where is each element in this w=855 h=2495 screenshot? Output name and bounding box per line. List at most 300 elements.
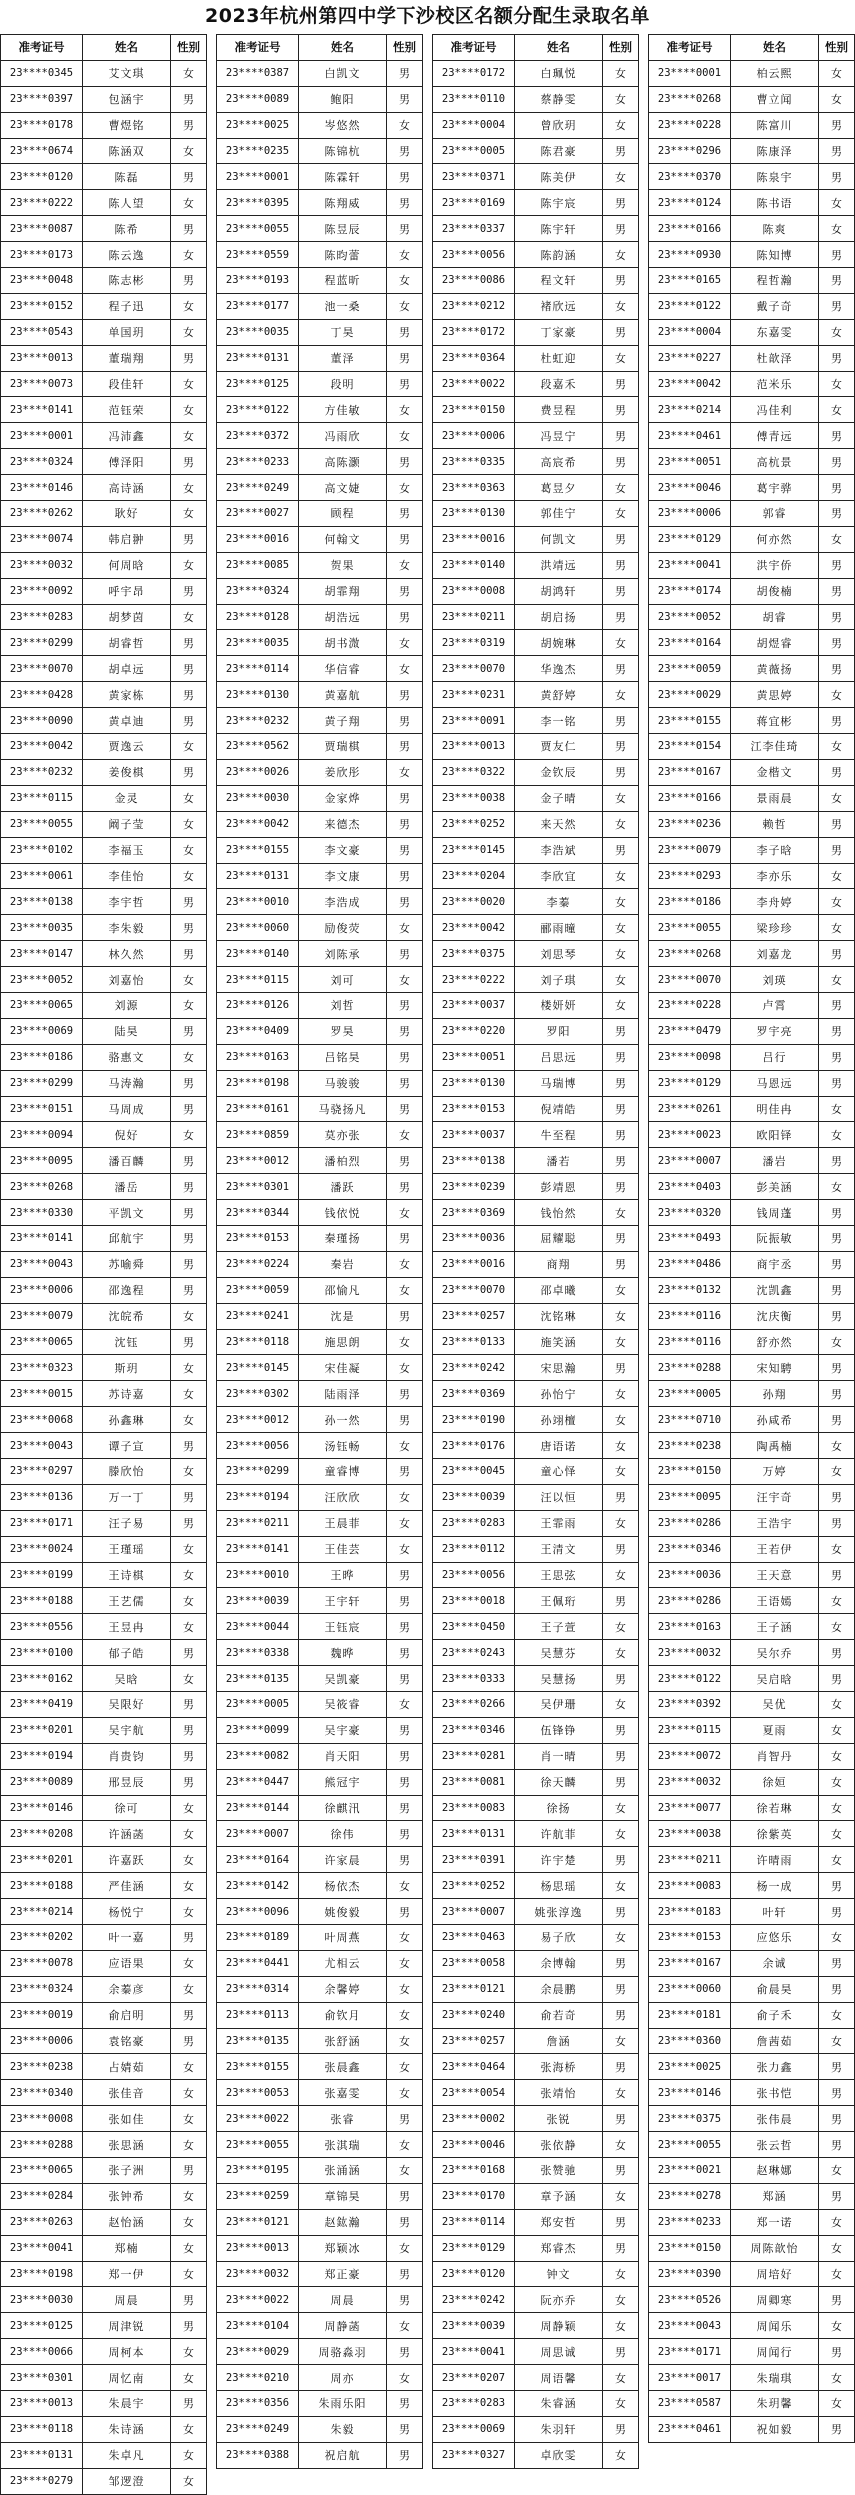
- gender-cell: 男: [603, 138, 639, 164]
- exam-id-cell: 23****0188: [1, 1873, 83, 1899]
- page-title: 2023年杭州第四中学下沙校区名额分配生录取名单: [205, 5, 650, 27]
- student-name-cell: 卢霄: [731, 992, 819, 1018]
- roster-table-3: [432, 34, 639, 2469]
- exam-id-cell: 23****0146: [1, 1795, 83, 1821]
- student-name-cell: 潘岳: [83, 1174, 171, 1200]
- exam-id-cell: 23****0130: [433, 501, 515, 527]
- gender-cell: 男: [819, 1562, 855, 1588]
- exam-id-cell: 23****0091: [433, 708, 515, 734]
- exam-id-cell: 23****0065: [1, 1329, 83, 1355]
- gender-cell: 男: [387, 682, 423, 708]
- gender-cell: 男: [387, 2209, 423, 2235]
- table-row: [433, 2365, 639, 2391]
- student-name-cell: 鲍阳: [299, 86, 387, 112]
- student-name-cell: 胡睿: [731, 604, 819, 630]
- student-name-cell: 滕欣怡: [83, 1458, 171, 1484]
- gender-cell: 男: [819, 1148, 855, 1174]
- table-row: [433, 1303, 639, 1329]
- gender-cell: 男: [819, 2106, 855, 2132]
- gender-cell: 男: [171, 2287, 207, 2313]
- student-name-cell: 舒亦然: [731, 1329, 819, 1355]
- table-row: [217, 1666, 423, 1692]
- table-row: [1, 1536, 207, 1562]
- table-row: [649, 992, 855, 1018]
- gender-cell: 女: [387, 1873, 423, 1899]
- gender-cell: 男: [387, 526, 423, 552]
- student-name-cell: 徐可: [83, 1795, 171, 1821]
- exam-id-cell: 23****0186: [649, 889, 731, 915]
- exam-id-cell: 23****0006: [649, 501, 731, 527]
- student-name-cell: 周晨: [83, 2287, 171, 2313]
- exam-id-cell: 23****0190: [433, 1407, 515, 1433]
- gender-cell: 女: [819, 1536, 855, 1562]
- gender-cell: 女: [603, 2391, 639, 2417]
- table-row: [217, 1277, 423, 1303]
- student-name-cell: 赖哲: [731, 811, 819, 837]
- exam-id-cell: 23****0302: [217, 1381, 299, 1407]
- exam-id-cell: 23****0212: [433, 293, 515, 319]
- student-name-cell: 王佳芸: [299, 1536, 387, 1562]
- exam-id-cell: 23****0005: [649, 1381, 731, 1407]
- gender-cell: 女: [603, 1640, 639, 1666]
- table-row: [649, 2313, 855, 2339]
- exam-id-cell: 23****0283: [1, 604, 83, 630]
- table-row: [649, 604, 855, 630]
- student-name-cell: 陈昀蕾: [299, 242, 387, 268]
- student-name-cell: 潘百麟: [83, 1148, 171, 1174]
- table-row: [649, 242, 855, 268]
- student-name-cell: 吴尔乔: [731, 1640, 819, 1666]
- student-name-cell: 洪宇侨: [731, 552, 819, 578]
- gender-cell: 女: [819, 2158, 855, 2184]
- table-row: [1, 1769, 207, 1795]
- exam-id-cell: 23****0174: [649, 578, 731, 604]
- exam-id-cell: 23****0153: [649, 1925, 731, 1951]
- student-name-cell: 张靖怡: [515, 2080, 603, 2106]
- student-name-cell: 秦岩: [299, 1251, 387, 1277]
- table-row: [649, 423, 855, 449]
- exam-id-cell: 23****0220: [433, 1018, 515, 1044]
- gender-cell: 男: [819, 2183, 855, 2209]
- gender-cell: 男: [603, 1355, 639, 1381]
- student-name-cell: 陆昊: [83, 1018, 171, 1044]
- student-name-cell: 程文轩: [515, 268, 603, 294]
- exam-id-cell: 23****0055: [217, 2132, 299, 2158]
- exam-id-cell: 23****0391: [433, 1847, 515, 1873]
- table-row: [1, 449, 207, 475]
- gender-cell: 男: [603, 2054, 639, 2080]
- student-name-cell: 应语果: [83, 1950, 171, 1976]
- student-name-cell: 方佳敏: [299, 397, 387, 423]
- student-name-cell: 张钟希: [83, 2183, 171, 2209]
- table-row: [217, 1588, 423, 1614]
- table-row: [1, 2365, 207, 2391]
- table-row: [1, 1743, 207, 1769]
- exam-id-cell: 23****0375: [433, 941, 515, 967]
- gender-cell: 女: [819, 1925, 855, 1951]
- table-row: [433, 1484, 639, 1510]
- student-name-cell: 陈磊: [83, 164, 171, 190]
- student-name-cell: 范米乐: [731, 371, 819, 397]
- student-name-cell: 汤钰畅: [299, 1433, 387, 1459]
- table-row: [1, 2442, 207, 2468]
- exam-id-cell: 23****0238: [649, 1433, 731, 1459]
- student-name-cell: 潘若: [515, 1148, 603, 1174]
- table-row: [217, 2339, 423, 2365]
- student-name-cell: 周闻乐: [731, 2313, 819, 2339]
- exam-id-cell: 23****0146: [649, 2080, 731, 2106]
- student-name-cell: 李蓁: [515, 889, 603, 915]
- gender-cell: 女: [387, 2158, 423, 2184]
- gender-cell: 男: [603, 1096, 639, 1122]
- student-name-cell: 俞若奇: [515, 2002, 603, 2028]
- exam-id-cell: 23****0147: [1, 941, 83, 967]
- student-name-cell: 陈韵涵: [515, 242, 603, 268]
- student-name-cell: 葛昱夕: [515, 475, 603, 501]
- table-row: [649, 319, 855, 345]
- table-row: [433, 501, 639, 527]
- exam-id-cell: 23****0115: [1, 785, 83, 811]
- exam-id-cell: 23****0036: [433, 1225, 515, 1251]
- student-name-cell: 杜虹迎: [515, 345, 603, 371]
- gender-cell: 女: [171, 1847, 207, 1873]
- table-row: [433, 2339, 639, 2365]
- student-name-cell: 吴筱睿: [299, 1692, 387, 1718]
- exam-id-cell: 23****0198: [217, 1070, 299, 1096]
- table-row: [433, 2054, 639, 2080]
- gender-cell: 男: [603, 1743, 639, 1769]
- gender-cell: 男: [819, 1200, 855, 1226]
- student-name-cell: 汪宇奇: [731, 1484, 819, 1510]
- exam-id-cell: 23****0060: [217, 915, 299, 941]
- student-name-cell: 李文康: [299, 863, 387, 889]
- gender-cell: 女: [819, 2028, 855, 2054]
- student-name-cell: 阮亦乔: [515, 2287, 603, 2313]
- exam-id-cell: 23****0018: [433, 1588, 515, 1614]
- exam-id-cell: 23****0056: [217, 1433, 299, 1459]
- gender-cell: 女: [171, 60, 207, 86]
- table-row: [217, 2365, 423, 2391]
- table-row: [217, 138, 423, 164]
- exam-id-cell: 23****0087: [1, 216, 83, 242]
- table-row: [433, 837, 639, 863]
- gender-cell: 女: [603, 889, 639, 915]
- gender-cell: 男: [819, 1303, 855, 1329]
- gender-cell: 女: [819, 397, 855, 423]
- table-row: [649, 2365, 855, 2391]
- gender-cell: 女: [819, 2209, 855, 2235]
- exam-id-cell: 23****0125: [1, 2313, 83, 2339]
- exam-id-cell: 23****0320: [649, 1200, 731, 1226]
- table-row: [433, 1355, 639, 1381]
- student-name-cell: 汪欣欣: [299, 1484, 387, 1510]
- exam-id-cell: 23****0086: [433, 268, 515, 294]
- gender-cell: 女: [387, 1433, 423, 1459]
- table-row: [217, 2209, 423, 2235]
- gender-cell: 女: [819, 2313, 855, 2339]
- student-name-cell: 叶一嘉: [83, 1925, 171, 1951]
- gender-cell: 女: [387, 1277, 423, 1303]
- gender-cell: 男: [819, 630, 855, 656]
- student-name-cell: 姚张淳逸: [515, 1899, 603, 1925]
- student-name-cell: 冯昱宁: [515, 423, 603, 449]
- student-name-cell: 王若伊: [731, 1536, 819, 1562]
- exam-id-cell: 23****0297: [1, 1458, 83, 1484]
- student-name-cell: 程蓝昕: [299, 268, 387, 294]
- student-name-cell: 叶周燕: [299, 1925, 387, 1951]
- student-name-cell: 朱诗涵: [83, 2416, 171, 2442]
- table-row: [1, 2183, 207, 2209]
- exam-id-cell: 23****0145: [217, 1355, 299, 1381]
- gender-cell: 男: [819, 759, 855, 785]
- table-row: [217, 1484, 423, 1510]
- exam-id-cell: 23****0005: [217, 1692, 299, 1718]
- table-row: [217, 242, 423, 268]
- gender-cell: 女: [819, 1174, 855, 1200]
- exam-id-cell: 23****0095: [649, 1484, 731, 1510]
- student-name-cell: 孙翊檀: [515, 1407, 603, 1433]
- student-name-cell: 张锐: [515, 2106, 603, 2132]
- exam-id-cell: 23****0286: [649, 1510, 731, 1536]
- gender-cell: 女: [171, 1976, 207, 2002]
- student-name-cell: 俞子禾: [731, 2002, 819, 2028]
- exam-id-cell: 23****0002: [433, 2106, 515, 2132]
- gender-cell: 女: [603, 1458, 639, 1484]
- table-row: [649, 190, 855, 216]
- student-name-cell: 陈宇宸: [515, 190, 603, 216]
- gender-cell: 男: [819, 656, 855, 682]
- table-row: [649, 1899, 855, 1925]
- table-row: [1, 785, 207, 811]
- table-row: [649, 682, 855, 708]
- student-name-cell: 刘思琴: [515, 941, 603, 967]
- exam-id-cell: 23****0066: [1, 2339, 83, 2365]
- student-name-cell: 阚子莹: [83, 811, 171, 837]
- table-row: [217, 1303, 423, 1329]
- gender-cell: 女: [171, 1666, 207, 1692]
- gender-cell: 男: [171, 708, 207, 734]
- gender-cell: 女: [171, 1303, 207, 1329]
- student-name-cell: 潘跃: [299, 1174, 387, 1200]
- table-row: [649, 1303, 855, 1329]
- exam-id-cell: 23****0204: [433, 863, 515, 889]
- table-row: [649, 734, 855, 760]
- table-row: [433, 1070, 639, 1096]
- student-name-cell: 陈云逸: [83, 242, 171, 268]
- gender-cell: 女: [171, 138, 207, 164]
- student-name-cell: 陶禹楠: [731, 1433, 819, 1459]
- gender-cell: 男: [819, 268, 855, 294]
- exam-id-cell: 23****0022: [217, 2106, 299, 2132]
- table-row: [217, 1148, 423, 1174]
- exam-id-cell: 23****0042: [649, 371, 731, 397]
- roster-table-2: [216, 34, 423, 2469]
- gender-cell: 女: [603, 1925, 639, 1951]
- student-name-cell: 张嘉雯: [299, 2080, 387, 2106]
- table-row: [217, 1122, 423, 1148]
- gender-cell: 男: [819, 475, 855, 501]
- table-row: [1, 1976, 207, 2002]
- student-name-cell: 赵怡涵: [83, 2209, 171, 2235]
- student-name-cell: 朱卓凡: [83, 2442, 171, 2468]
- exam-id-cell: 23****0073: [1, 371, 83, 397]
- exam-id-cell: 23****0089: [1, 1769, 83, 1795]
- gender-cell: 女: [603, 863, 639, 889]
- student-name-cell: 余晨鹏: [515, 1976, 603, 2002]
- table-row: [433, 1433, 639, 1459]
- student-name-cell: 张力鑫: [731, 2054, 819, 2080]
- table-header-row: [433, 35, 639, 61]
- exam-id-cell: 23****0243: [433, 1640, 515, 1666]
- student-name-cell: 肖贵钧: [83, 1743, 171, 1769]
- exam-id-cell: 23****0319: [433, 630, 515, 656]
- exam-id-cell: 23****0356: [217, 2391, 299, 2417]
- gender-cell: 女: [171, 397, 207, 423]
- gender-cell: 女: [603, 2313, 639, 2339]
- student-name-cell: 孙一然: [299, 1407, 387, 1433]
- student-name-cell: 钱依悦: [299, 1200, 387, 1226]
- student-name-cell: 杨悦宁: [83, 1899, 171, 1925]
- exam-id-cell: 23****0004: [649, 319, 731, 345]
- gender-cell: 男: [171, 1070, 207, 1096]
- table-row: [1, 1018, 207, 1044]
- exam-id-cell: 23****0338: [217, 1640, 299, 1666]
- gender-cell: 男: [819, 2416, 855, 2442]
- header-name: 姓名: [731, 35, 819, 61]
- student-name-cell: 董瑞翔: [83, 345, 171, 371]
- gender-cell: 女: [603, 293, 639, 319]
- gender-cell: 男: [171, 1148, 207, 1174]
- gender-cell: 女: [387, 2235, 423, 2261]
- gender-cell: 男: [387, 992, 423, 1018]
- exam-id-cell: 23****0041: [1, 2235, 83, 2261]
- student-name-cell: 周思诚: [515, 2339, 603, 2365]
- table-row: [217, 1433, 423, 1459]
- student-name-cell: 钱怡然: [515, 1200, 603, 1226]
- exam-id-cell: 23****0257: [433, 2028, 515, 2054]
- exam-id-cell: 23****0202: [1, 1925, 83, 1951]
- header-name: 姓名: [515, 35, 603, 61]
- table-row: [217, 60, 423, 86]
- gender-cell: 男: [171, 1096, 207, 1122]
- table-row: [649, 475, 855, 501]
- exam-id-cell: 23****0859: [217, 1122, 299, 1148]
- gender-cell: 女: [603, 1381, 639, 1407]
- exam-id-cell: 23****0041: [649, 552, 731, 578]
- table-row: [433, 1666, 639, 1692]
- student-name-cell: 胡浩远: [299, 604, 387, 630]
- student-name-cell: 张伟晨: [731, 2106, 819, 2132]
- header-exam-id: 准考证号: [433, 35, 515, 61]
- student-name-cell: 朱瑞琪: [731, 2365, 819, 2391]
- gender-cell: 男: [819, 449, 855, 475]
- student-name-cell: 童心怿: [515, 1458, 603, 1484]
- gender-cell: 女: [603, 1614, 639, 1640]
- gender-cell: 女: [603, 164, 639, 190]
- table-row: [433, 475, 639, 501]
- table-row: [1, 578, 207, 604]
- exam-id-cell: 23****0082: [217, 1743, 299, 1769]
- table-row: [433, 1510, 639, 1536]
- gender-cell: 男: [603, 449, 639, 475]
- student-name-cell: 钟文: [515, 2261, 603, 2287]
- student-name-cell: 傅泽阳: [83, 449, 171, 475]
- table-row: [217, 2002, 423, 2028]
- exam-id-cell: 23****0043: [1, 1433, 83, 1459]
- exam-id-cell: 23****0169: [433, 190, 515, 216]
- student-name-cell: 朱羽轩: [515, 2416, 603, 2442]
- table-row: [433, 992, 639, 1018]
- exam-id-cell: 23****0228: [649, 992, 731, 1018]
- table-row: [217, 112, 423, 138]
- student-name-cell: 马骁扬凡: [299, 1096, 387, 1122]
- gender-cell: 女: [603, 1692, 639, 1718]
- table-row: [433, 1562, 639, 1588]
- gender-cell: 男: [171, 216, 207, 242]
- gender-cell: 男: [171, 1433, 207, 1459]
- table-row: [217, 2391, 423, 2417]
- gender-cell: 男: [387, 1044, 423, 1070]
- gender-cell: 男: [171, 449, 207, 475]
- exam-id-cell: 23****0178: [1, 112, 83, 138]
- student-name-cell: 刘可: [299, 967, 387, 993]
- gender-cell: 男: [603, 190, 639, 216]
- student-name-cell: 胡婉琳: [515, 630, 603, 656]
- table-row: [1, 86, 207, 112]
- gender-cell: 男: [171, 1277, 207, 1303]
- student-name-cell: 郑安哲: [515, 2209, 603, 2235]
- exam-id-cell: 23****0222: [1, 190, 83, 216]
- gender-cell: 男: [387, 1174, 423, 1200]
- table-row: [649, 1562, 855, 1588]
- student-name-cell: 张如佳: [83, 2106, 171, 2132]
- student-name-cell: 黄嘉航: [299, 682, 387, 708]
- student-name-cell: 张舒涵: [299, 2028, 387, 2054]
- header-name: 姓名: [83, 35, 171, 61]
- gender-cell: 女: [171, 785, 207, 811]
- exam-id-cell: 23****0195: [217, 2158, 299, 2184]
- gender-cell: 男: [819, 708, 855, 734]
- exam-id-cell: 23****0037: [433, 992, 515, 1018]
- student-name-cell: 李一铭: [515, 708, 603, 734]
- student-name-cell: 陈康泽: [731, 138, 819, 164]
- gender-cell: 男: [819, 1251, 855, 1277]
- student-name-cell: 周静菡: [299, 2313, 387, 2339]
- table-row: [649, 578, 855, 604]
- exam-id-cell: 23****0072: [649, 1743, 731, 1769]
- table-row: [433, 578, 639, 604]
- exam-id-cell: 23****0397: [1, 86, 83, 112]
- gender-cell: 女: [819, 734, 855, 760]
- table-row: [433, 552, 639, 578]
- exam-id-cell: 23****0074: [1, 526, 83, 552]
- gender-cell: 女: [819, 1588, 855, 1614]
- roster-table-1: [0, 34, 207, 2495]
- table-row: [433, 1692, 639, 1718]
- table-row: [649, 138, 855, 164]
- exam-id-cell: 23****0090: [1, 708, 83, 734]
- table-row: [433, 2080, 639, 2106]
- gender-cell: 女: [387, 2054, 423, 2080]
- student-name-cell: 江李佳琦: [731, 734, 819, 760]
- table-row: [1, 1303, 207, 1329]
- gender-cell: 男: [603, 1769, 639, 1795]
- table-row: [1, 319, 207, 345]
- gender-cell: 女: [819, 1329, 855, 1355]
- exam-id-cell: 23****0323: [1, 1355, 83, 1381]
- table-row: [433, 164, 639, 190]
- table-row: [433, 630, 639, 656]
